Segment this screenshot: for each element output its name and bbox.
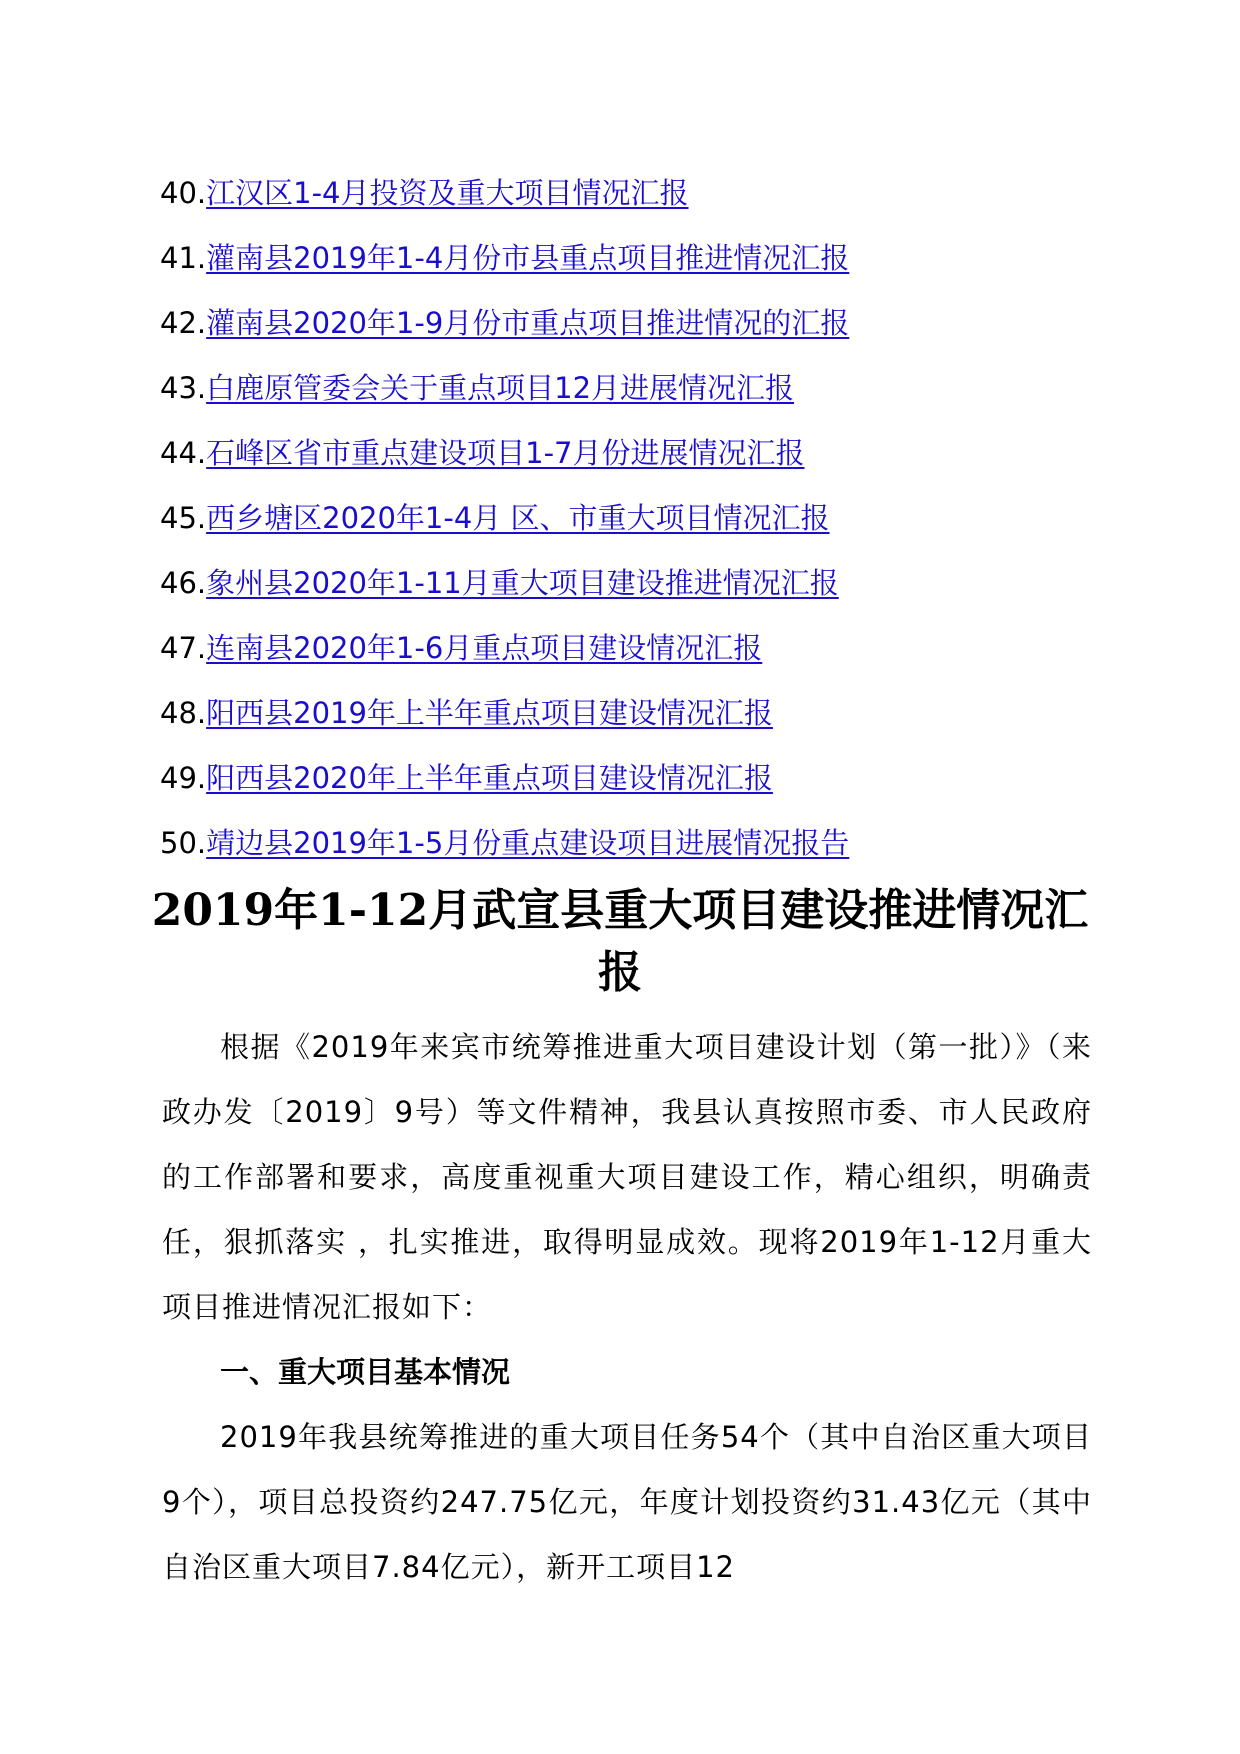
toc-item-number: 50. [160, 826, 207, 860]
toc-item [160, 300, 1090, 365]
toc-item-number: 49. [160, 761, 207, 795]
toc-item-link[interactable]: 靖边县2019年1-5月份重点建设项目进展情况报告 [206, 826, 850, 860]
toc-item-link[interactable]: 白鹿原管委会关于重点项目12月进展情况汇报 [206, 371, 795, 405]
toc-item-number: 44. [160, 436, 207, 470]
document-body [162, 1015, 1092, 1600]
toc-item-number: 40. [160, 176, 207, 210]
toc-item [160, 235, 1090, 300]
toc-item-number: 43. [160, 371, 207, 405]
toc-item-number: 42. [160, 306, 207, 340]
table-of-contents [160, 170, 1090, 885]
toc-item-link[interactable]: 灌南县2020年1-9月份市重点项目推进情况的汇报 [206, 306, 850, 340]
toc-item [160, 690, 1090, 755]
toc-item-number: 48. [160, 696, 207, 730]
toc-item [160, 560, 1090, 625]
toc-item-number: 41. [160, 241, 207, 275]
toc-item-number: 47. [160, 631, 207, 665]
toc-item-number: 45. [160, 501, 207, 535]
toc-item [160, 170, 1090, 235]
intro-paragraph: 根据《2019年来宾市统筹推进重大项目建设计划（第一批）》（来政办发〔2019〕9号）等文件精神，我县认真按照市委、市人民政府的工作部署和要求，高度重视重大项目建设工作，精心组织，明确责任，狠抓落实 ，扎实推进，取得明显成效。现将2019年1-12月重大项目推进情况汇报如下： [162, 1030, 1092, 1324]
toc-item-link[interactable]: 阳西县2020年上半年重点项目建设情况汇报 [206, 761, 773, 795]
toc-item [160, 495, 1090, 560]
toc-item-link[interactable]: 灌南县2019年1-4月份市县重点项目推进情况汇报 [206, 241, 850, 275]
toc-item [160, 365, 1090, 430]
section-heading: 一、重大项目基本情况 [220, 1355, 511, 1389]
toc-item-link[interactable]: 连南县2020年1-6月重点项目建设情况汇报 [206, 631, 763, 665]
document-title: 2019年1-12月武宣县重大项目建设推进情况汇报 [151, 885, 1089, 998]
toc-item-link[interactable]: 西乡塘区2020年1-4月 区、市重大项目情况汇报 [206, 501, 830, 535]
toc-item [160, 430, 1090, 495]
toc-item [160, 625, 1090, 690]
toc-item-number: 46. [160, 566, 207, 600]
toc-item-link[interactable]: 江汉区1-4月投资及重大项目情况汇报 [206, 176, 689, 210]
toc-item-link[interactable]: 石峰区省市重点建设项目1-7月份进展情况汇报 [206, 436, 805, 470]
section-paragraph: 2019年我县统筹推进的重大项目任务54个（其中自治区重大项目9个），项目总投资约247.75亿元，年度计划投资约31.43亿元（其中自治区重大项目7.84亿元），新开工项目12 [162, 1420, 1092, 1584]
toc-item [160, 755, 1090, 820]
toc-item-link[interactable]: 阳西县2019年上半年重点项目建设情况汇报 [206, 696, 773, 730]
toc-item [160, 820, 1090, 885]
toc-item-link[interactable]: 象州县2020年1-11月重大项目建设推进情况汇报 [206, 566, 839, 600]
